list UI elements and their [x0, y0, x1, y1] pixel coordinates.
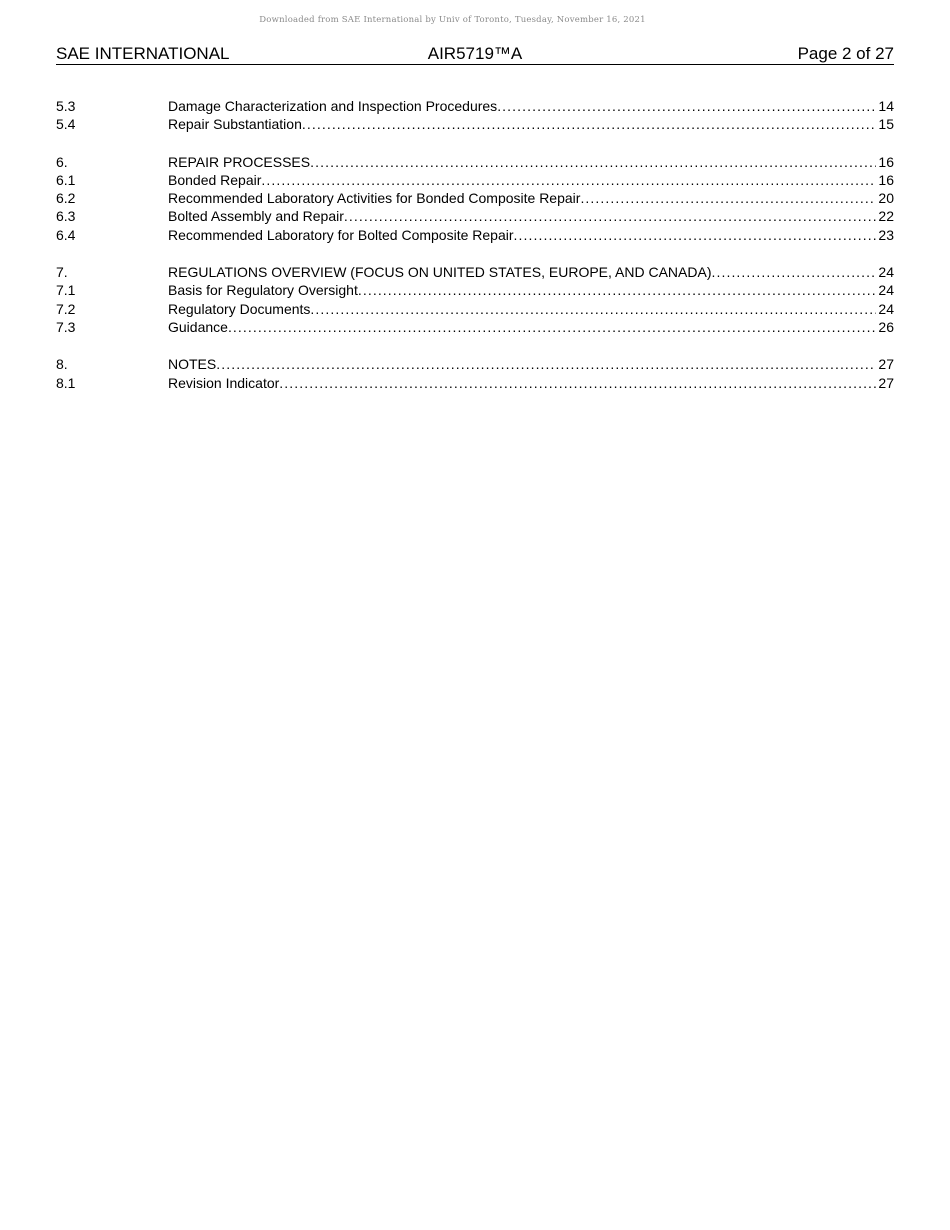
toc-section-number: 7.2	[56, 300, 76, 317]
toc-section-title: NOTES	[168, 356, 217, 373]
toc-entry[interactable]	[56, 97, 894, 115]
toc-section-number: 6.2	[56, 190, 76, 207]
toc-page-number: 23	[878, 226, 894, 243]
toc-entry[interactable]	[56, 318, 894, 336]
toc-section-number: 5.3	[56, 98, 76, 114]
toc-page-number: 27	[878, 374, 894, 391]
toc-entry[interactable]	[56, 374, 894, 392]
toc-group-5	[56, 97, 894, 134]
toc-leader-dots	[279, 374, 876, 392]
toc-entry[interactable]	[56, 263, 894, 281]
toc-section-number: 6.4	[56, 226, 76, 243]
page-number: Page 2 of 27	[797, 44, 894, 63]
download-watermark: Downloaded from SAE International by Univ of Toronto, Tuesday, November 16, 2021	[259, 15, 646, 25]
toc-section-title: Regulatory Documents	[168, 300, 311, 317]
toc-page-number: 24	[878, 300, 894, 317]
toc-section-number: 8.1	[56, 374, 76, 391]
toc-page-number: 20	[878, 190, 894, 207]
toc-section-number: 8.	[56, 356, 68, 373]
toc-page-number: 16	[878, 153, 894, 170]
toc-section-number: 7.3	[56, 318, 76, 335]
toc-section-title: REGULATIONS OVERVIEW (FOCUS ON UNITED STATES, EUROPE, AND CANADA)	[168, 264, 712, 281]
toc-section-title: Basis for Regulatory Oversight	[168, 282, 358, 299]
toc-section-number: 6.	[56, 153, 68, 170]
toc-leader-dots	[344, 207, 877, 225]
toc-page-number: 15	[878, 116, 894, 133]
toc-group-7	[56, 263, 894, 336]
document-number: AIR5719™A	[427, 44, 523, 63]
toc-leader-dots	[514, 226, 877, 244]
toc-entry[interactable]	[56, 171, 894, 189]
toc-entry[interactable]	[56, 300, 894, 318]
toc-leader-dots	[497, 97, 876, 115]
toc-entry[interactable]	[56, 153, 894, 171]
toc-leader-dots	[216, 355, 876, 373]
toc-leader-dots	[580, 189, 876, 207]
toc-section-number: 7.	[56, 264, 68, 281]
toc-page-number: 24	[878, 264, 894, 281]
toc-group-6	[56, 153, 894, 244]
toc-entry[interactable]	[56, 355, 894, 373]
toc-group-8	[56, 355, 894, 392]
toc-entry[interactable]	[56, 115, 894, 133]
toc-page-number: 14	[878, 98, 894, 114]
toc-page-number: 27	[878, 356, 894, 373]
toc-leader-dots	[302, 115, 877, 133]
toc-section-title: Bolted Assembly and Repair	[168, 208, 344, 225]
page-header	[56, 44, 894, 65]
toc-page-number: 22	[878, 208, 894, 225]
toc-section-title: Recommended Laboratory Activities for Bonded Composite Repair	[168, 190, 581, 207]
table-of-contents	[56, 97, 894, 411]
toc-leader-dots	[310, 153, 876, 171]
toc-leader-dots	[711, 263, 876, 281]
toc-section-title: Damage Characterization and Inspection Procedures	[168, 98, 498, 114]
toc-page-number: 24	[878, 282, 894, 299]
publisher-name: SAE INTERNATIONAL	[56, 44, 230, 63]
toc-leader-dots	[358, 281, 877, 299]
toc-entry[interactable]	[56, 207, 894, 225]
toc-page-number: 26	[878, 318, 894, 335]
toc-leader-dots	[310, 300, 876, 318]
toc-section-number: 6.1	[56, 171, 76, 188]
toc-section-title: Revision Indicator	[168, 374, 280, 391]
toc-leader-dots	[261, 171, 876, 189]
toc-section-title: Repair Substantiation	[168, 116, 302, 133]
toc-section-number: 6.3	[56, 208, 76, 225]
toc-section-title: Recommended Laboratory for Bolted Composite Repair	[168, 226, 514, 243]
toc-page-number: 16	[878, 171, 894, 188]
toc-section-number: 5.4	[56, 116, 76, 133]
toc-section-title: REPAIR PROCESSES	[168, 153, 311, 170]
toc-entry[interactable]	[56, 281, 894, 299]
toc-entry[interactable]	[56, 226, 894, 244]
toc-section-title: Bonded Repair	[168, 171, 262, 188]
toc-section-title: Guidance	[168, 318, 228, 335]
toc-section-number: 7.1	[56, 282, 76, 299]
toc-entry[interactable]	[56, 189, 894, 207]
toc-leader-dots	[228, 318, 876, 336]
